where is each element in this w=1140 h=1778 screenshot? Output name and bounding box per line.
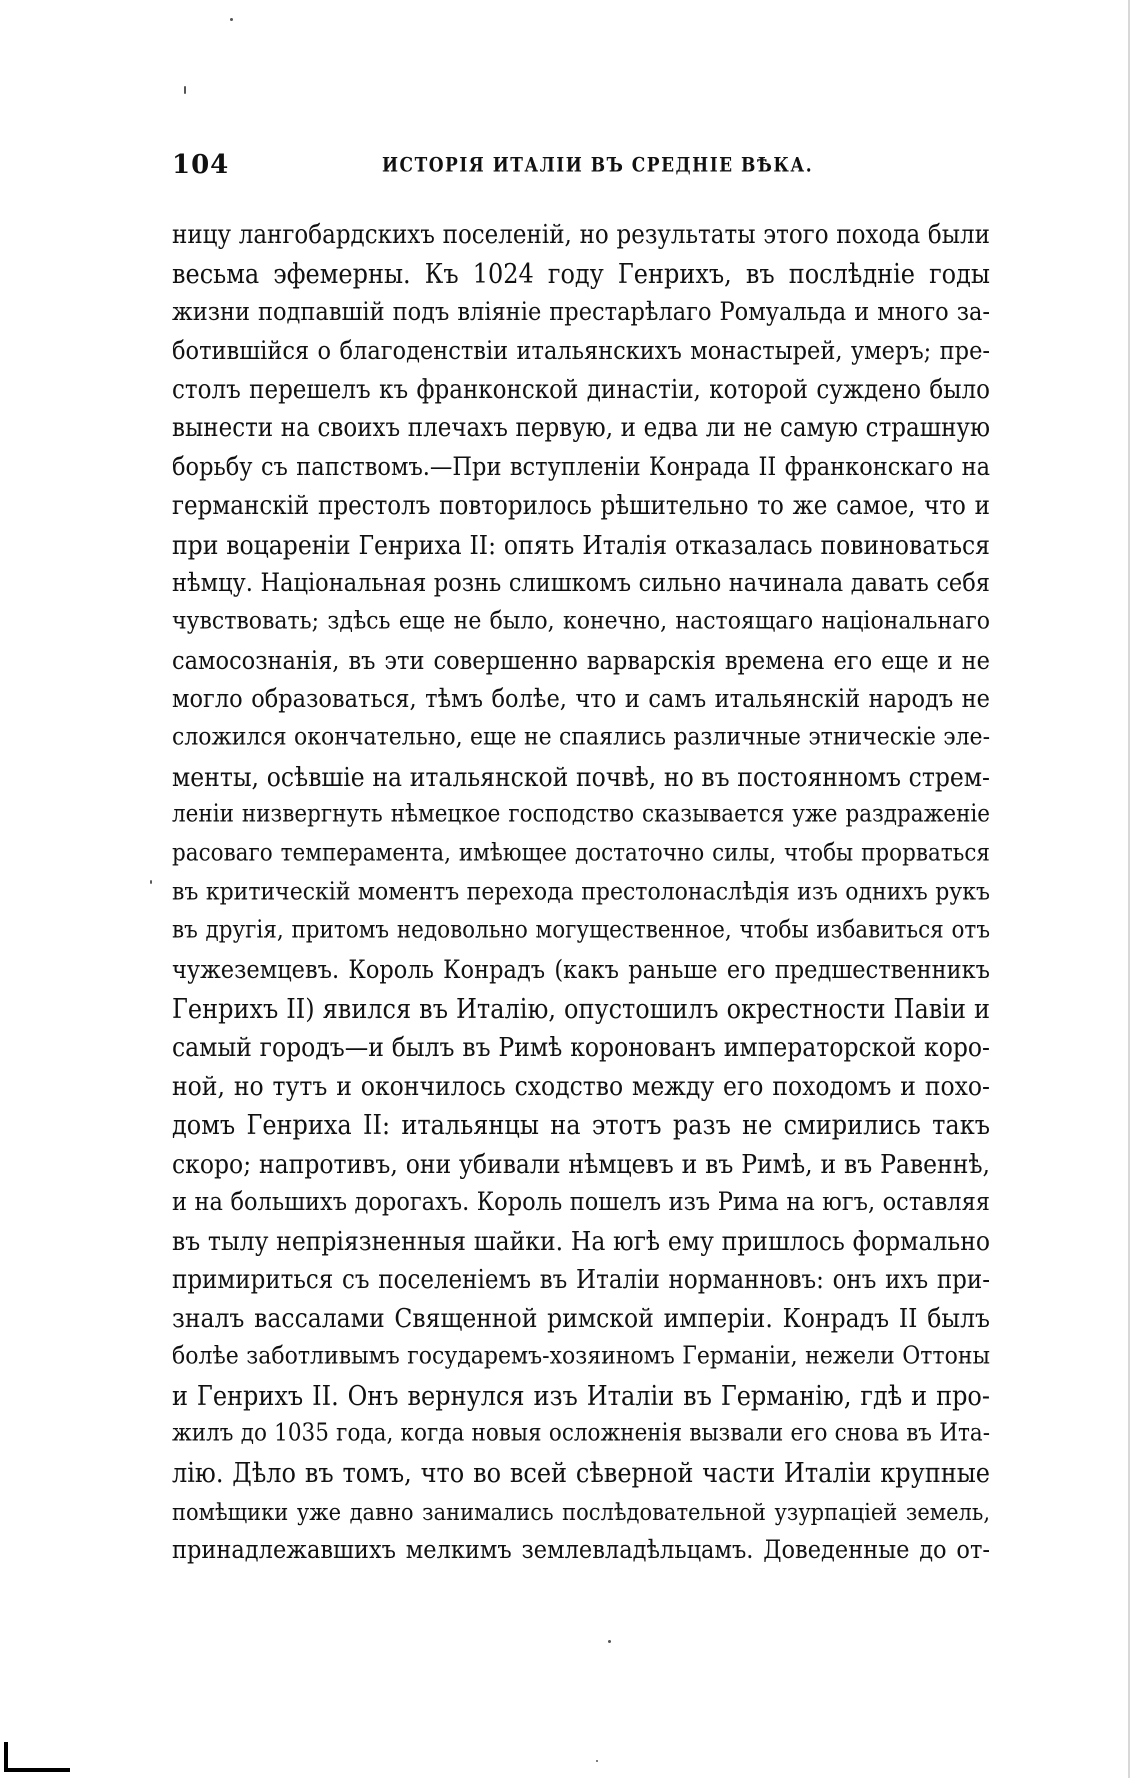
corner-mark-horizontal xyxy=(4,1768,70,1772)
scan-speck xyxy=(230,18,233,21)
text-line: германскій престолъ повторилось рѣшительно то же самое, что и xyxy=(172,491,990,521)
text-line: чужеземцевъ. Король Конрадъ (какъ раньше его предшественникъ xyxy=(172,955,990,985)
text-line: помѣщики уже давно занимались послѣдовательной узурпаціей земель, xyxy=(172,1498,990,1526)
text-line: чувствовать; здѣсь еще не было, конечно, настоящаго національнаго xyxy=(172,607,990,636)
scan-speck xyxy=(608,1640,611,1643)
text-line: менты, осѣвшіе на итальянской почвѣ, но въ постоянномъ стрем- xyxy=(172,760,990,793)
text-line: столъ перешелъ къ франконской династіи, которой суждено было xyxy=(172,375,990,405)
text-line: въ другія, притомъ недовольно могущественное, чтобы избавиться отъ xyxy=(172,916,990,945)
scan-corner-mark xyxy=(0,1740,72,1778)
text-line: вынести на своихъ плечахъ первую, и едва ли не самую страшную xyxy=(172,413,990,443)
text-line: могло образоваться, тѣмъ болѣе, что и самъ итальянскій народъ не xyxy=(172,684,990,714)
text-line: сложился окончательно, еще не спаялись различные этническіе эле- xyxy=(172,723,990,752)
text-line: ботившійся о благоденствіи итальянскихъ монастырей, умеръ; пре- xyxy=(172,336,990,366)
text-line: въ критическій моментъ перехода престолонаслѣдія изъ однихъ рукъ xyxy=(172,878,990,907)
page-edge-shadow xyxy=(1128,0,1130,1778)
page-header xyxy=(172,150,990,190)
text-line: домъ Генриха II: итальянцы на этотъ разъ не смирились такъ xyxy=(172,1109,990,1141)
text-line: нѣмцу. Національная рознь слишкомъ сильно начинала давать себя xyxy=(172,568,990,598)
text-line: борьбу съ папствомъ.—При вступленіи Конрада II франконскаго на xyxy=(172,452,990,482)
text-line: зналъ вассалами Священной римской имперіи. Конрадъ II былъ xyxy=(172,1302,990,1334)
text-line: скоро; напротивъ, они убивали нѣмцевъ и въ Римѣ, и въ Равеннѣ, xyxy=(172,1147,990,1180)
scan-speck xyxy=(150,880,152,884)
text-line: ной, но тутъ и окончилось сходство между его походомъ и похо- xyxy=(172,1070,990,1102)
scan-speck xyxy=(596,1760,598,1762)
text-line: леніи низвергнуть нѣмецкое господство сказывается уже раздраженіе xyxy=(172,800,990,829)
text-line: расоваго темперамента, имѣющее достаточно силы, чтобы прорваться xyxy=(172,839,990,868)
body-text xyxy=(172,216,990,1570)
text-line: весьма эфемерны. Къ 1024 году Генрихъ, въ послѣдніе годы xyxy=(172,257,990,290)
text-line: принадлежавшихъ мелкимъ землевладѣльцамъ. Доведенные до от- xyxy=(172,1535,990,1565)
text-line: самый городъ—и былъ въ Римѣ коронованъ императорской коро- xyxy=(172,1031,990,1064)
text-line: ницу лангобардскихъ поселеній, но результаты этого похода были xyxy=(172,220,990,250)
text-line: примириться съ поселеніемъ въ Италіи норманновъ: онъ ихъ при- xyxy=(172,1264,990,1295)
text-line: лію. Дѣло въ томъ, что во всей сѣверной части Италіи крупные xyxy=(172,1457,990,1489)
page-number: 104 xyxy=(172,150,230,180)
text-line: и на большихъ дорогахъ. Король пошелъ изъ Рима на югъ, оставляя xyxy=(172,1187,990,1217)
text-line: Генрихъ II) явился въ Италію, опустошилъ окрестности Павіи и xyxy=(172,993,990,1025)
text-line: при воцареніи Генриха II: опять Италія отказалась повиноваться xyxy=(172,528,990,561)
running-title: ИСТОРІЯ ИТАЛІИ ВЪ СРЕДНІЕ ВѢКА. xyxy=(382,154,814,177)
text-line: и Генрихъ II. Онъ вернулся изъ Италіи въ Германію, гдѣ и про- xyxy=(172,1379,990,1412)
text-line: жилъ до 1035 года, когда новыя осложненія вызвали его снова въ Ита- xyxy=(172,1419,990,1448)
scan-speck xyxy=(184,86,186,94)
text-line: самосознанія, въ эти совершенно варварскія времена его еще и не xyxy=(172,645,990,676)
text-line: болѣе заботливымъ государемъ-хозяиномъ Германіи, нежели Оттоны xyxy=(172,1342,990,1371)
text-line: въ тылу непріязненныя шайки. На югѣ ему пришлось формально xyxy=(172,1225,990,1257)
text-line: жизни подпавшій подъ вліяніе престарѣлаго Ромуальда и много за- xyxy=(172,297,990,327)
